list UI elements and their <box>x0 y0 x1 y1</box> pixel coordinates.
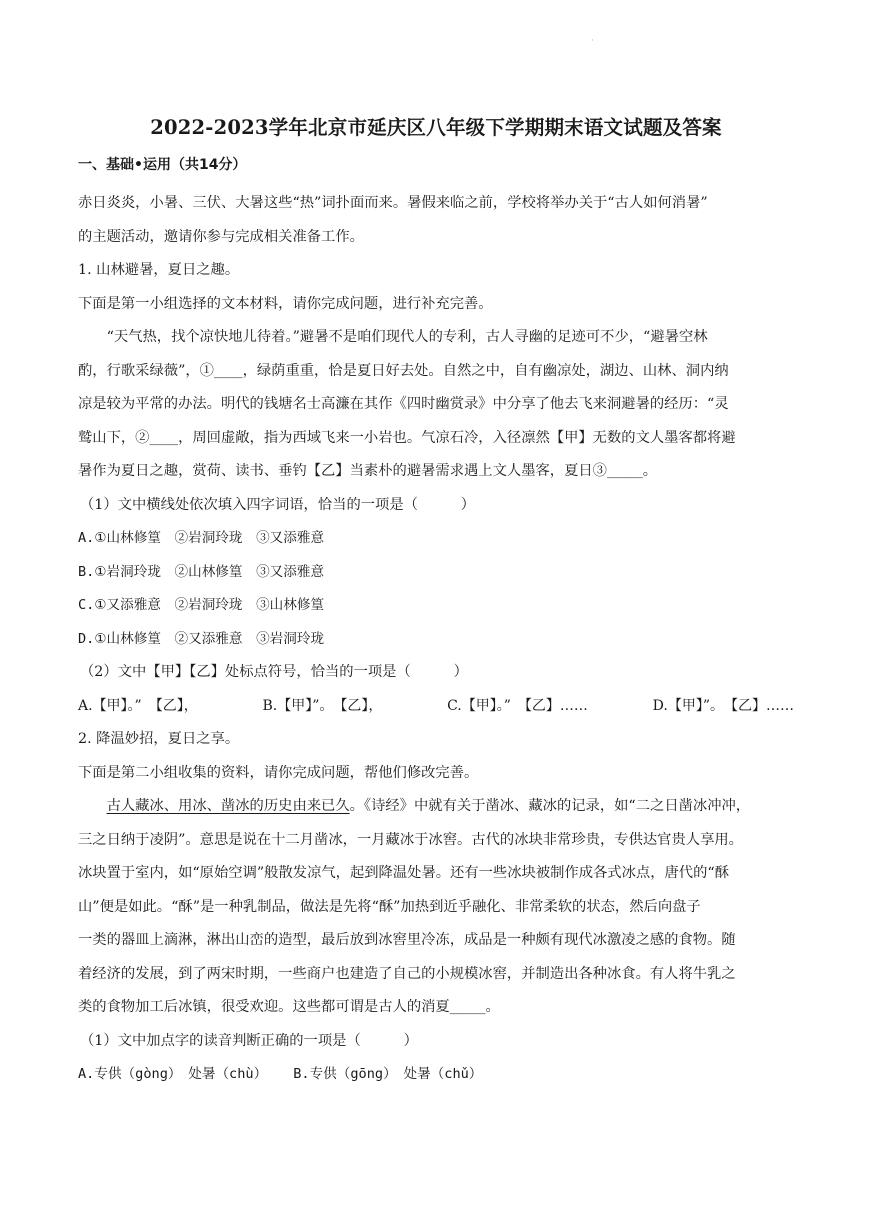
answer-option[interactable]: D.①山林修篁 ②又添雅意 ③岩洞玲珑 <box>78 630 325 647</box>
answer-option[interactable]: B.①岩洞玲珑 ②山林修篁 ③又添雅意 <box>78 563 325 580</box>
answer-option[interactable]: B.【甲】”。 【乙】， <box>262 697 383 714</box>
pinyin-options-row <box>78 1058 794 1092</box>
question-lead: 下面是第二小组收集的资料，请你完成问题，帮他们修改完善。 <box>78 764 479 781</box>
answer-option[interactable]: A.【甲】。” 【乙】， <box>78 697 198 714</box>
answer-option[interactable]: A.①山林修篁 ②岩洞玲珑 ③又添雅意 <box>78 530 325 546</box>
passage-line: 鹫山下，②____，周回虚敞，指为西域飞来一小岩也。气凉石冷，入径凛然【甲】无数的文人墨客都将避 <box>78 429 736 446</box>
passage-line: 冰块置于室内，如“原始空调”般散发凉气，起到降温处暑。还有一些冰块被制作成各式冰点，唐代的“酥 <box>78 865 729 881</box>
section-heading: 一、基础•运用（共14分） <box>78 157 247 173</box>
intro-line: 赤日炎炎，小暑、三伏、大暑这些“热”词扑面而来。暑假来临之前，学校将举办关于“古人如何消暑” <box>78 195 708 211</box>
passage-line: 山”便是如此。“酥”是一种乳制品，做法是先将“酥”加热到近乎融化、非常柔软的状态，然后向盘子 <box>78 898 701 915</box>
subquestion-stem: （1）文中加点字的读音判断正确的一项是（ ） <box>80 1032 418 1049</box>
answer-option[interactable]: A.专供（gòng） 处暑（chù） <box>78 1066 268 1082</box>
question-heading: 1. 山林避暑，夏日之趣。 <box>78 262 240 278</box>
subquestion-stem: （2）文中【甲】【乙】处标点符号，恰当的一项是（ ） <box>80 664 468 680</box>
passage-line <box>78 790 794 824</box>
answer-option[interactable]: C.【甲】。” 【乙】…… <box>447 697 588 714</box>
passage-line: 着经济的发展，到了两宋时期，一些商户也建造了自己的小规模冰窖，并制造出各种冰食。有人将牛乳之 <box>78 965 736 982</box>
passage-line: 暑作为夏日之趣，赏荷、读书、垂钓【乙】当素朴的避暑需求遇上文人墨客，夏日③_____。 <box>78 463 658 479</box>
answer-option[interactable]: C.①又添雅意 ②岩洞玲珑 ③山林修篁 <box>78 597 325 613</box>
answer-option[interactable]: D.【甲】”。 【乙】…… <box>652 697 794 714</box>
passage-line: 酌，行歌采绿薇”，①____，绿荫重重，恰是夏日好去处。自然之中，自有幽凉处，湖边、山林、洞内纳 <box>78 362 729 379</box>
intro-line: 的主题活动，邀请你参与完成相关准备工作。 <box>78 228 364 245</box>
passage-text: 。《诗经》中就有关于凿冰、藏冰的记录，如“二之日凿冰冲冲， <box>349 798 751 814</box>
passage-line: 类的食物加工后冰镇，很受欢迎。这些都可谓是古人的消夏_____。 <box>78 999 500 1015</box>
question-lead: 下面是第一小组选择的文本材料，请你完成问题，进行补充完善。 <box>78 295 493 312</box>
document-page <box>78 112 794 1092</box>
passage-line: 三之日纳于凌阴”。意思是说在十二月凿冰，一月藏冰于冰窖。古代的冰块非常珍贵，专供达官贵人享用。 <box>78 831 743 848</box>
passage-line: 一类的器皿上滴淋，淋出山峦的造型，最后放到冰窖里冷冻，成品是一种颇有现代冰激凌之感的食物。随 <box>78 932 736 948</box>
underlined-sentence: 古人藏冰、用冰、凿冰的历史由来已久 <box>106 798 350 814</box>
header-mark: · <box>591 36 594 45</box>
answer-option[interactable]: B.专供（gōng） 处暑（chǔ） <box>293 1066 483 1082</box>
punctuation-options-row <box>78 690 794 724</box>
subquestion-stem: （1）文中横线处依次填入四字词语，恰当的一项是（ ） <box>80 496 476 513</box>
question-heading: 2. 降温妙招，夏日之享。 <box>78 731 240 747</box>
passage-line: 凉是较为平常的办法。明代的钱塘名士高濂在其作《四时幽赏录》中分享了他去飞来洞避暑的经历：“灵 <box>78 396 729 412</box>
document-title: 2022-2023学年北京市延庆区八年级下学期期末语文试题及答案 <box>150 116 722 139</box>
passage-line: “天气热，找个凉快地儿待着。”避暑不是咱们现代人的专利，古人寻幽的足迹可不少，“避暑空林 <box>106 329 708 345</box>
